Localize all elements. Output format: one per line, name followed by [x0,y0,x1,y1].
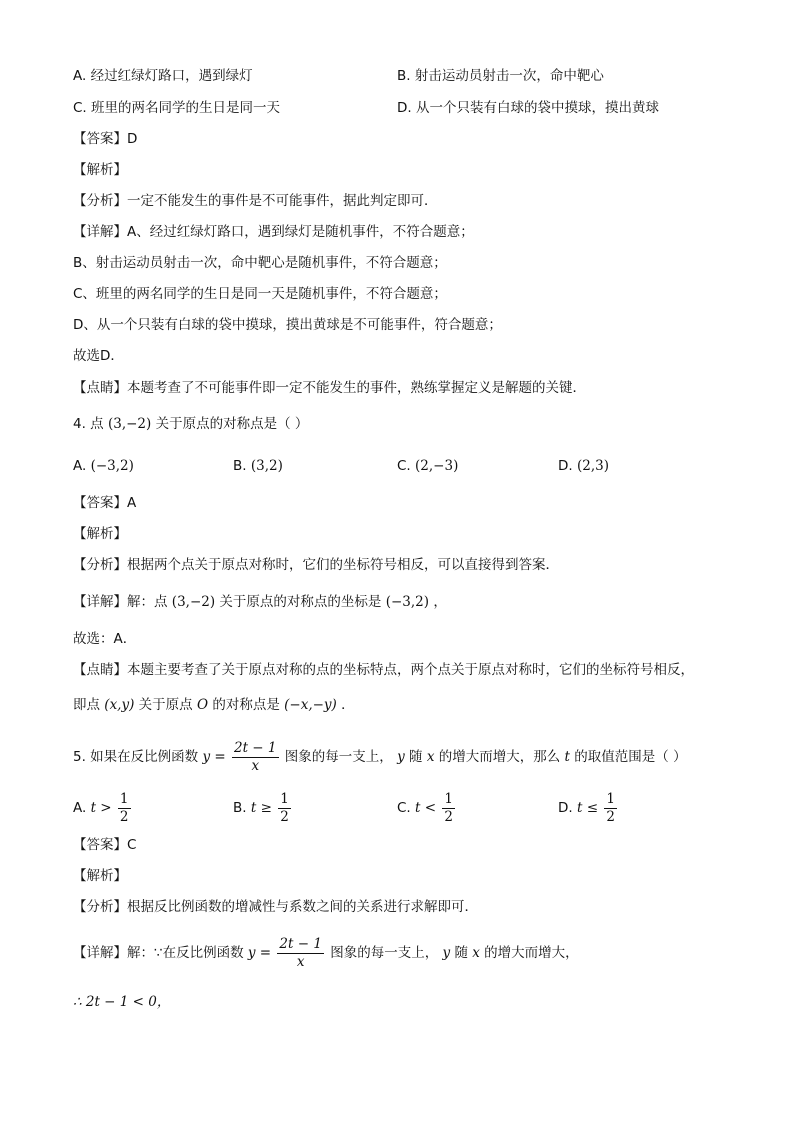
q5-answer: 【答案】C [73,837,137,853]
q5-option-d-num: 1 [606,790,615,807]
q5-fenxi: 【分析】根据反比例函数的增减性与系数之间的关系进行求解即可． [73,899,478,915]
q5-option-a-lhs: t > [90,800,112,816]
q4-option-a-label: A. [73,458,87,474]
q5-xiangjie-pre: 【详解】解：∵在反比例函数 [73,945,244,961]
q4-option-d-label: D. [558,458,573,474]
q4-fenxi: 【分析】根据两个点关于原点对称时，它们的坐标符号相反，可以直接得到答案． [73,557,559,573]
q3-jiexi: 【解析】 [73,162,127,178]
q4-option-c-label: C. [397,458,411,474]
q5-fraction-numerator: 2t − 1 [234,739,277,756]
q5-xiangjie-post3: 的增大而增大， [484,945,579,961]
q5-option-b-den: 2 [280,808,289,825]
q4-stem-pre: 4. 点 [73,416,104,432]
q5-stem-pre: 5. 如果在反比例函数 [73,749,199,765]
q5-fraction [232,740,279,775]
q4-option-b [233,456,283,476]
q5-jiexi: 【解析】 [73,868,127,884]
q3-option-b: B. 射击运动员射击一次，命中靶心 [397,68,604,84]
q4-xiangjie-point1: (3,−2) [171,594,216,610]
q3-guxuan: 故选D． [73,348,124,364]
q5-option-a-label: A. [73,800,87,816]
q5-var-x: x [426,749,435,765]
q5-option-b-label: B. [233,800,247,816]
q5-xiangjie-post2: 随 [454,945,468,961]
q5-option-b [233,789,293,827]
q4-answer: 【答案】A [73,495,137,511]
q4-stem-post: 关于原点的对称点是（ ） [155,416,309,432]
q3-option-d: D. 从一个只装有白球的袋中摸球，摸出黄球 [397,100,659,116]
q4-stem-point: (3,−2) [107,416,152,432]
q3-option-a: A. 经过红绿灯路口，遇到绿灯 [73,68,253,84]
q4-jiexi: 【解析】 [73,526,127,542]
q5-stem-post1: 图象的每一支上， [284,749,393,765]
q3-line-b: B、射击运动员射击一次，命中靶心是随机事件，不符合题意； [73,255,447,271]
q5-stem-post2: 随 [409,749,423,765]
q5-xiangjie [73,934,579,972]
q3-dianjing: 【点睛】本题考查了不可能事件即一定不能发生的事件，熟练掌握定义是解题的关键． [73,380,586,396]
q3-answer: 【答案】D [73,131,138,147]
q5-stem-post3: 的增大而增大，那么 [438,749,561,765]
q4-dianjing-2-mid2: 的对称点是 [212,697,280,713]
q5-option-c-lhs: t < [415,800,437,816]
q5-option-a-den: 2 [119,808,129,825]
q5-option-d-fraction [604,791,617,826]
q5-xiangjie-func: y = [247,945,272,961]
q5-option-d [558,789,619,827]
q4-xiangjie-end: ， [433,594,447,610]
q4-option-a [73,456,134,476]
q5-option-d-den: 2 [606,808,615,825]
q5-last-line: ∴ 2t − 1 < 0， [73,994,171,1010]
q4-option-d [558,456,609,476]
q5-fraction-denominator: x [251,757,260,774]
q3-line-d: D、从一个只装有白球的袋中摸球，摸出黄球是不可能事件，符合题意； [73,317,502,333]
q5-option-b-fraction [278,791,291,826]
q4-xiangjie [73,592,447,612]
q5-option-a-num: 1 [119,790,129,807]
q4-xiangjie-mid: 关于原点的对称点的坐标是 [219,594,382,610]
q5-xiangjie-fraction-den: x [296,953,305,970]
q3-fenxi: 【分析】一定不能发生的事件是不可能事件，据此判定即可． [73,193,438,209]
q5-func-y: y = [202,749,226,765]
q5-option-c-num: 1 [444,790,453,807]
q4-dianjing-2-origin: O [196,697,209,713]
q4-dianjing-1: 【点睛】本题主要考查了关于原点对称的点的坐标特点，两个点关于原点对称时，它们的坐标符号相反， [73,662,694,678]
q4-option-c-value: (2,−3) [415,458,459,474]
q4-xiangjie-point2: (−3,2) [385,594,430,610]
q5-xiangjie-fraction [277,936,324,971]
q4-dianjing-2-point2: (−x,−y) [284,697,337,713]
q5-option-c [397,789,457,827]
q5-option-a [73,789,133,827]
q5-option-c-fraction [442,791,455,826]
q5-xiangjie-x: x [472,945,480,961]
q4-dianjing-2-mid: 关于原点 [138,697,193,713]
q4-dianjing-2-pre: 即点 [73,697,100,713]
q5-var-t: t [564,749,570,765]
q5-xiangjie-post1: 图象的每一支上， [330,945,439,961]
q4-option-d-value: (2,3) [576,458,609,474]
q4-option-b-value: (3,2) [250,458,283,474]
q4-xiangjie-pre: 【详解】解：点 [73,594,168,610]
q3-option-c: C. 班里的两名同学的生日是同一天 [73,100,281,116]
q5-option-d-lhs: t ≤ [576,800,599,816]
q5-option-c-label: C. [397,800,411,816]
q5-var-y: y [397,749,405,765]
q3-xiangjie: 【详解】A、经过红绿灯路口，遇到绿灯是随机事件，不符合题意； [73,224,474,240]
q5-option-b-num: 1 [280,790,289,807]
q4-dianjing-2-end: ． [341,697,355,713]
q3-line-c: C、班里的两名同学的生日是同一天是随机事件，不符合题意； [73,286,447,302]
q5-xiangjie-fraction-num: 2t − 1 [279,935,322,952]
q4-dianjing-2 [73,695,355,715]
q5-stem [73,738,687,776]
q4-dianjing-2-point1: (x,y) [104,697,135,713]
q5-option-a-fraction [118,791,131,826]
q5-option-c-den: 2 [444,808,453,825]
q5-option-b-lhs: t ≥ [250,800,272,816]
q5-xiangjie-y: y [442,945,451,961]
q4-option-a-value: (−3,2) [90,458,134,474]
q4-option-b-label: B. [233,458,247,474]
q4-guxuan: 故选：A． [73,631,137,647]
q5-stem-post4: 的取值范围是（ ） [574,749,687,765]
q4-option-c [397,456,458,476]
q5-option-d-label: D. [558,800,573,816]
q4-stem [73,414,308,434]
